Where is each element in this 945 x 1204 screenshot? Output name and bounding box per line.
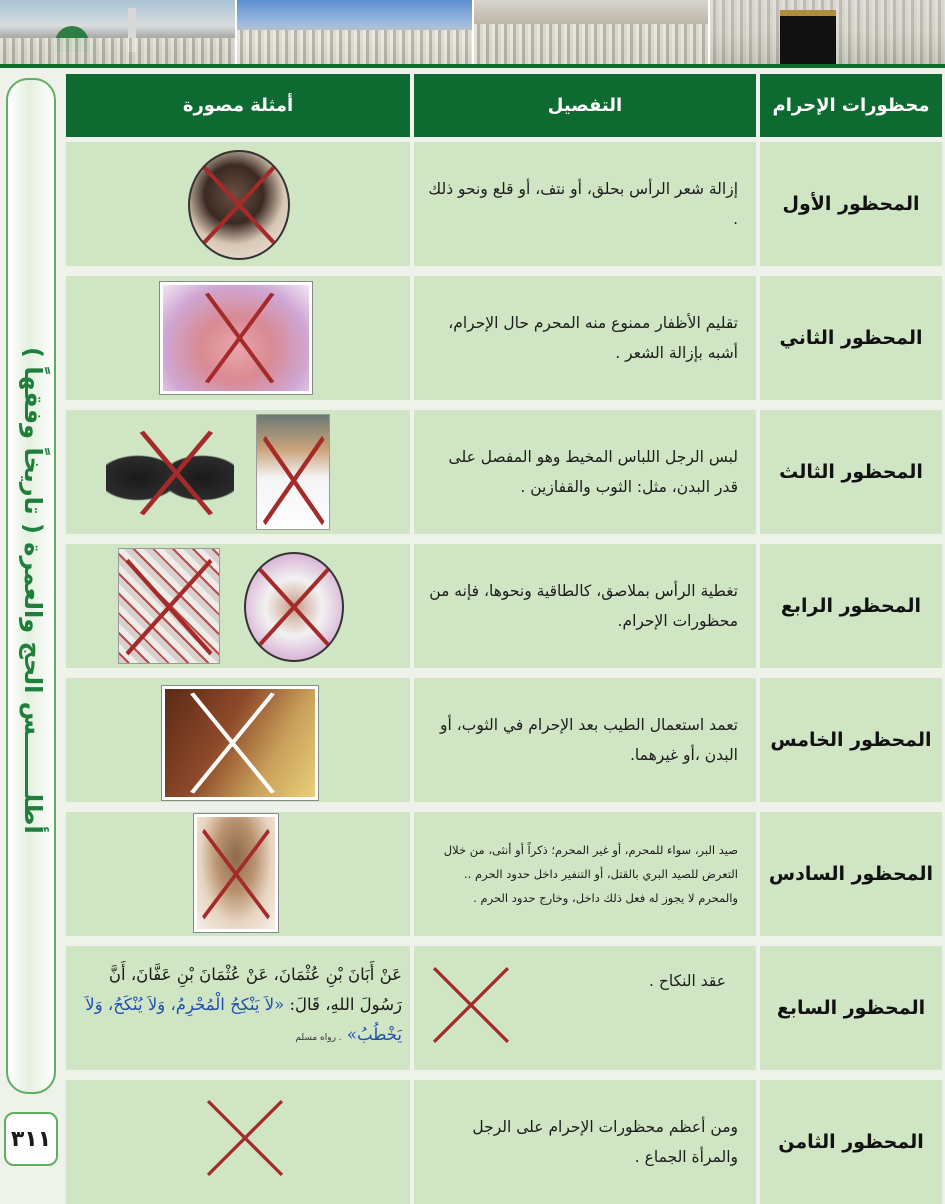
side-title-bar: [6, 78, 56, 1094]
perfume-photo: [162, 686, 318, 800]
table-row: [66, 812, 942, 936]
banner-photo-arafat: [237, 0, 474, 64]
red-cross-icon: [106, 424, 234, 522]
table-row: [66, 544, 942, 668]
sewn-garment-photo: [256, 414, 330, 530]
side-panel: [4, 72, 56, 1196]
table-row: [66, 410, 942, 534]
red-cross-icon: [119, 549, 219, 663]
red-cross-icon: [430, 964, 512, 1046]
falcon-photo: [194, 814, 278, 932]
banner-photo-tents: [474, 0, 711, 64]
nail-clipping-photo: [160, 282, 312, 394]
prohibition-name: المحظور السابع: [760, 946, 942, 1070]
example-images: [66, 410, 410, 534]
table-row: [66, 276, 942, 400]
hadith-quote: عَنْ أَبَانَ بْنِ عُثْمَانَ، عَنْ عُثْمَانَ بْنِ عَفَّانَ، أَنَّ رَسُولَ اللهِ، قَالَ: «لاَ يَنْكِحُ الْمُحْرِمُ، وَلاَ يُنْكَحُ، وَلاَ يَخْطُبُ» . رواه مسلم: [85, 965, 402, 1044]
prohibition-name: المحظور الثالث: [760, 410, 942, 534]
hair-shaving-photo: [188, 150, 290, 260]
prohibition-name: المحظور الثامن: [760, 1080, 942, 1204]
prohibition-detail: لبس الرجل اللباس المخيط وهو المفصل على قدر البدن، مثل: الثوب والقفازين .: [414, 410, 756, 534]
red-cross-icon: [163, 285, 309, 391]
banner-divider: [0, 64, 945, 68]
header-prohibitions: محظورات الإحرام: [760, 74, 942, 137]
example-images: [66, 946, 410, 1070]
table-row: [66, 1080, 942, 1204]
book-title: أطلـــــــس الحج والعمرة ( تاريخاً وفقهاً ): [19, 346, 47, 834]
gloves-photo: [106, 424, 234, 522]
prohibition-detail: تغطية الرأس بملاصق، كالطاقية ونحوها، فإنه من محظورات الإحرام.: [414, 544, 756, 668]
example-images: [66, 678, 410, 802]
header-detail: التفصيل: [414, 74, 756, 137]
headscarf-photo: [118, 548, 220, 664]
red-cross-icon: [197, 817, 275, 929]
example-images: [66, 142, 410, 266]
red-cross-icon: [204, 1096, 286, 1180]
prohibition-name: المحظور السادس: [760, 812, 942, 936]
prohibition-name: المحظور الثاني: [760, 276, 942, 400]
prohibition-detail: عقد النكاح .: [414, 946, 756, 1070]
banner-photo-mosque: [0, 0, 237, 64]
red-cross-icon: [190, 152, 288, 258]
table-row: [66, 678, 942, 802]
top-banner: [0, 0, 945, 64]
table-row: [66, 142, 942, 266]
header-examples: أمثلة مصورة: [66, 74, 410, 137]
banner-photo-kaaba: [710, 0, 945, 64]
prohibition-detail: إزالة شعر الرأس بحلق، أو نتف، أو قلع ونحو ذلك .: [414, 142, 756, 266]
prohibition-detail: تعمد استعمال الطيب بعد الإحرام في الثوب، أو البدن ،أو غيرهما.: [414, 678, 756, 802]
prohibition-name: المحظور الرابع: [760, 544, 942, 668]
prohibition-detail: صيد البر، سواء للمحرم، أو غير المحرم؛ ذكراً أو أنثى، من خلال التعرض للصيد البري بالقتل، أو التنفير داخل حدود الحرم .. والمحرم لا يجوز له فعل ذلك داخل، وخارج حدود الحرم .: [414, 812, 756, 936]
table-row: [66, 946, 942, 1070]
prohibition-detail: ومن أعظم محظورات الإحرام على الرجل والمرأة الجماع .: [414, 1080, 756, 1204]
example-images: [66, 1080, 410, 1204]
kaaba-icon: [780, 10, 836, 64]
page-number: ٣١١: [4, 1112, 58, 1166]
red-cross-icon: [246, 554, 342, 660]
white-cross-icon: [165, 689, 315, 797]
red-cross-icon: [257, 415, 329, 529]
example-images: [66, 812, 410, 936]
prohibition-detail: تقليم الأظفار ممنوع منه المحرم حال الإحرام، أشبه بإزالة الشعر .: [414, 276, 756, 400]
prohibition-name: المحظور الخامس: [760, 678, 942, 802]
example-images: [66, 544, 410, 668]
cap-photo: [244, 552, 344, 662]
example-images: [66, 276, 410, 400]
prohibition-name: المحظور الأول: [760, 142, 942, 266]
hadith-source: . رواه مسلم: [295, 1033, 342, 1043]
